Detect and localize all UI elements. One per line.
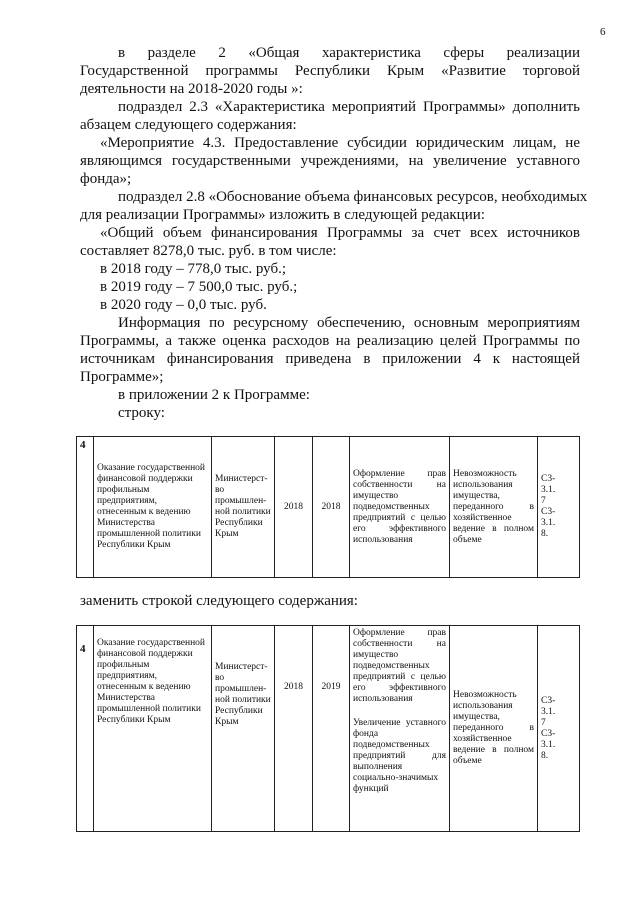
paragraph-resource-info-line-4: Программе»; (80, 369, 164, 385)
paragraph-resource-info-line-2: Программы, а также оценка расходов на реализацию целей Программы по (80, 333, 580, 349)
old-link-line: 3.1. (541, 485, 556, 495)
new-link-line: 3.1. (541, 739, 556, 750)
paragraph-total-funding-line-2: составляет 8278,0 тыс. руб. в том числе: (80, 243, 337, 259)
new-row-number: 4 (77, 626, 94, 832)
paragraph-section-2-line-2: Государственной программы Республики Крым «Развитие торговой (80, 63, 580, 79)
page-number: 6 (600, 26, 606, 38)
old-row-expected-result: Оформление прав собственности на имущество подведомственных предприятий с целью его эффективного использования (350, 437, 450, 578)
paragraph-appendix-2: в приложении 2 к Программе: (118, 387, 310, 403)
old-link-line: С3- (541, 507, 556, 517)
paragraph-replace-with: заменить строкой следующего содержания: (80, 593, 358, 609)
new-row-measure-name: Оказание государственной финансовой поддержки профильным предприятиям, отнесенным к ведению Министерства промышленной политики Республики Крым (94, 626, 212, 832)
old-link-line: С3- (541, 474, 556, 484)
new-row-start-year: 2018 (275, 626, 313, 832)
new-link-line: С3- (541, 695, 556, 706)
old-row-measure-name: Оказание государственной финансовой поддержки профильным предприятиям, отнесенным к ведению Министерства промышленной политики Республики Крым (94, 437, 212, 578)
paragraph-subsection-2-3-line-2: абзацем следующего содержания: (80, 117, 297, 133)
old-link-line: 7 (541, 496, 546, 506)
old-row-number: 4 (77, 437, 94, 578)
funding-2020: в 2020 году – 0,0 тыс. руб. (100, 297, 267, 313)
old-row-consequence: Невозможность использования имущества, переданного в хозяйственное ведение в полном объеме (450, 437, 538, 578)
new-link-line: 8. (541, 750, 549, 761)
new-row-table (76, 625, 580, 832)
paragraph-total-funding-line-1: «Общий объем финансирования Программы за счет всех источников (100, 225, 580, 241)
paragraph-section-2-line-3: деятельности на 2018-2020 годы »: (80, 81, 303, 97)
paragraph-section-2-line-1: в разделе 2 «Общая характеристика сферы реализации (118, 45, 580, 61)
paragraph-measure-4-3-line-1: «Мероприятие 4.3. Предоставление субсидии юридическим лицам, не (100, 135, 580, 151)
new-row-result-1: Оформление прав собственности на имущество подведомственных предприятий с целью его эффективного использования (353, 628, 446, 704)
funding-2018: в 2018 году – 778,0 тыс. руб.; (100, 261, 287, 277)
new-table-row (77, 626, 580, 832)
old-row-table (76, 436, 580, 578)
new-link-line: 7 (541, 717, 546, 728)
old-row-end-year: 2018 (313, 437, 350, 578)
paragraph-resource-info-line-3: источникам финансирования приведена в приложении 4 к настоящей (80, 351, 580, 367)
old-row-indicator-links (538, 437, 580, 578)
paragraph-row-label: строку: (118, 405, 165, 421)
old-row-start-year: 2018 (275, 437, 313, 578)
paragraph-measure-4-3-line-2: являющимся государственными учреждениями, на увеличение уставного (80, 153, 580, 169)
old-link-line: 8. (541, 529, 549, 539)
new-row-indicator-links (538, 626, 580, 832)
old-table-row (77, 437, 580, 578)
new-row-end-year: 2019 (313, 626, 350, 832)
new-link-line: С3- (541, 728, 556, 739)
paragraph-subsection-2-8-line-2: для реализации Программы» изложить в следующей редакции: (80, 207, 485, 223)
new-row-result-2: Увеличение уставного фонда подведомственных предприятий для выполнения социально-значимых функций (353, 718, 446, 794)
paragraph-resource-info-line-1: Информация по ресурсному обеспечению, основным мероприятиям (118, 315, 580, 331)
paragraph-measure-4-3-line-3: фонда»; (80, 171, 132, 187)
paragraph-subsection-2-3-line-1: подраздел 2.3 «Характеристика мероприятий Программы» дополнить (118, 99, 580, 115)
old-link-line: 3.1. (541, 518, 556, 528)
new-row-executor: Министерст-во промышлен-ной политики Республики Крым (212, 626, 275, 832)
new-row-consequence: Невозможность использования имущества, переданного в хозяйственное ведение в полном объеме (450, 626, 538, 832)
new-link-line: 3.1. (541, 706, 556, 717)
new-row-expected-result (350, 626, 450, 832)
funding-2019: в 2019 году – 7 500,0 тыс. руб.; (100, 279, 298, 295)
paragraph-subsection-2-8-line-1: подраздел 2.8 «Обоснование объема финансовых ресурсов, необходимых (118, 189, 588, 205)
old-row-executor: Министерст-во промышлен-ной политики Республики Крым (212, 437, 275, 578)
